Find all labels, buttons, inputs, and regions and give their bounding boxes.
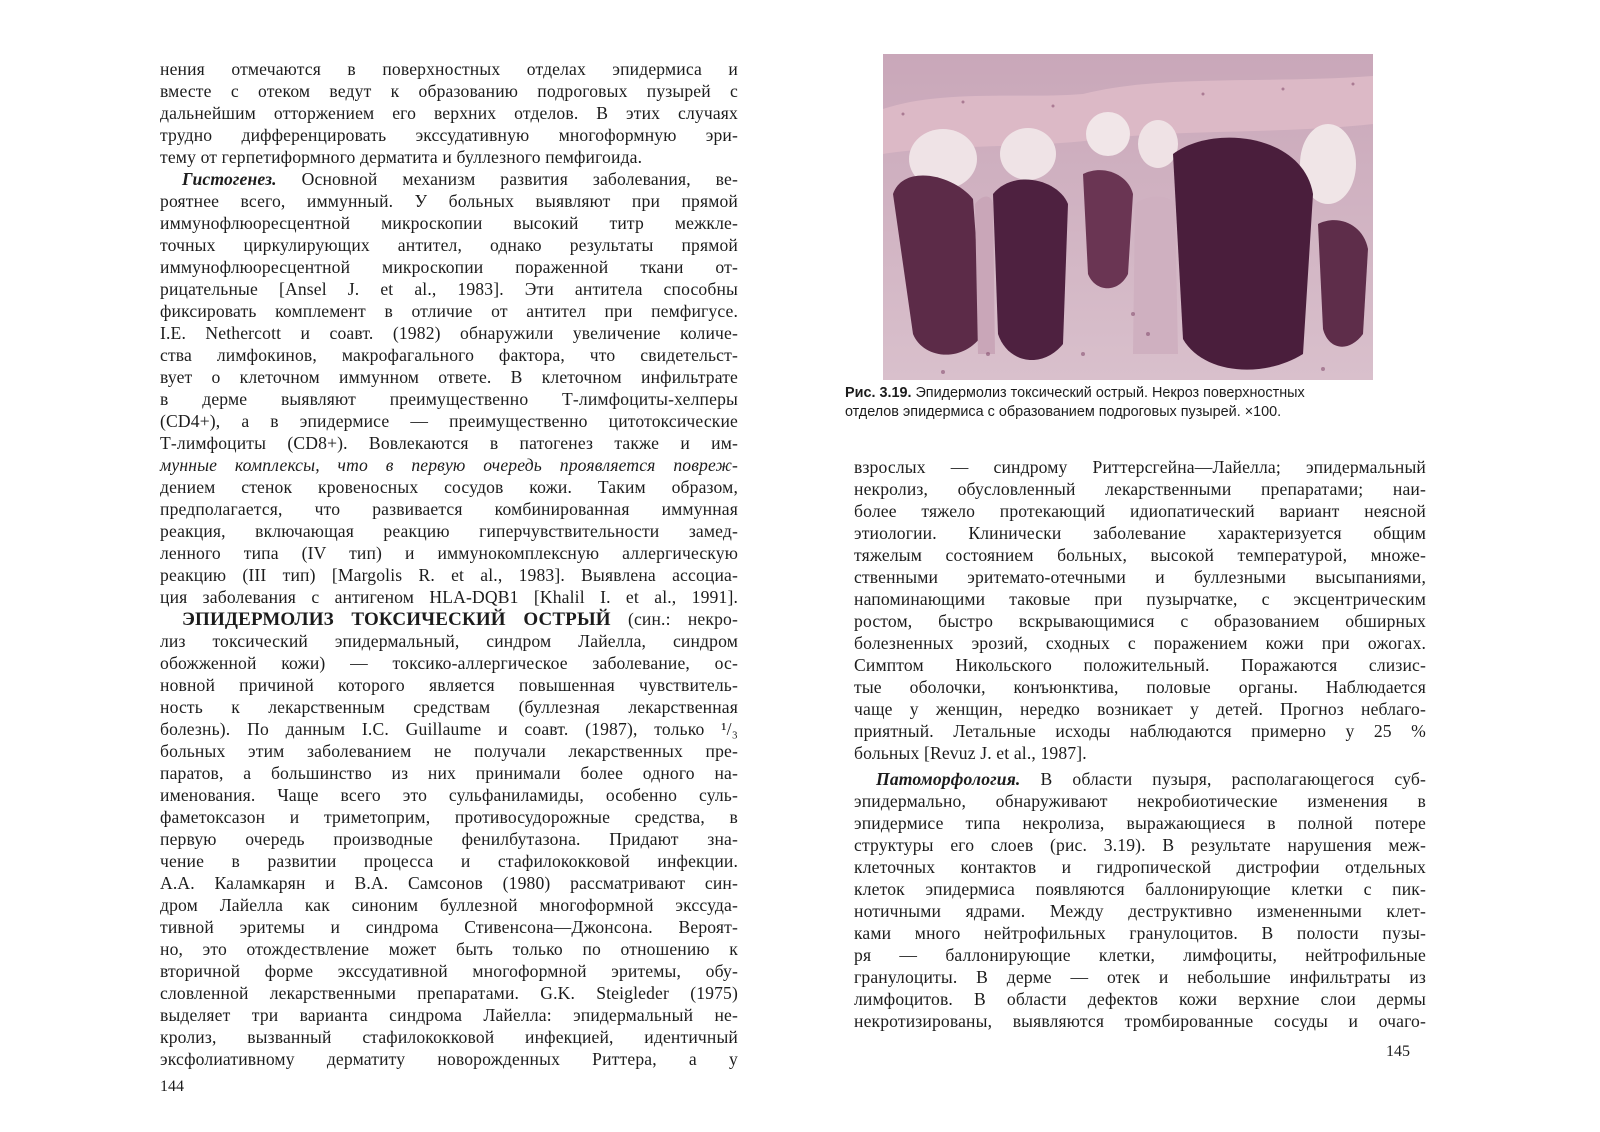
text-line: ленного типа (IV тип) и иммунокомплексную аллергическую	[160, 543, 738, 563]
text-line: лиз токсический эпидермальный, синдром Лайелла, синдром	[160, 631, 738, 651]
text-line: чение в развитии процесса и стафилококковой инфекции.	[160, 851, 738, 871]
text-line: эпидермисе типа некролиза, выражающиеся в полной потере	[854, 813, 1426, 833]
text-line: тяжелым состоянием больных, высокой температурой, множе-	[854, 545, 1426, 565]
histogenesis-text: Основной механизм развития заболевания, ве-	[301, 169, 738, 189]
pathomorphology-label: Патоморфология.	[876, 769, 1021, 789]
text-line: больных [Revuz J. et al., 1987].	[854, 743, 1087, 763]
page-number: 144	[160, 1078, 184, 1095]
text-line: фиксировать комплемент в отличие от антител при пемфигусе.	[160, 301, 738, 321]
text-line: ность к лекарственным средствам (буллезная лекарственная	[160, 697, 738, 717]
text-line: первую очередь производные фенилбутазона. Придают зна-	[160, 829, 738, 849]
text-line: клеточных контактов и гидропической дистрофии отдельных	[854, 857, 1426, 877]
text-line: более тяжело протекающий идиопатический вариант неясной	[854, 501, 1426, 521]
text-line: некролиз, обусловленный лекарственными препаратами; наи-	[854, 479, 1426, 499]
text-line: кролиз, вызванный стафилококковой инфекцией, идентичный	[160, 1027, 738, 1047]
text-line: взрослых — синдрому Риттерсгейна—Лайелла; эпидермальный	[854, 457, 1426, 477]
text-line: но, это отождествление может быть только по отношению к	[160, 939, 738, 959]
text-line: (CD4+), а в эпидермисе — преимущественно цитотоксические	[160, 411, 738, 431]
text-line: клеток эпидермиса появляются баллонирующие клетки с пик-	[854, 879, 1426, 899]
pathomorphology-first-line	[876, 768, 1426, 790]
text-line: чаще у женщин, нередко возникает у детей. Прогноз неблаго-	[854, 699, 1426, 719]
text-line: паратов, а большинство из них принимали более одного на-	[160, 763, 738, 783]
text-line: словленной лекарственными препаратами. G.K. Steigleder (1975)	[160, 983, 738, 1003]
text-line: эпидермально, обнаруживают некробиотические изменения в	[854, 791, 1426, 811]
text-line: эксфолиативному дерматиту новорожденных Риттера, а у	[160, 1049, 738, 1069]
figure-caption-line	[845, 384, 1440, 403]
text-line: реакцию (III тип) [Margolis R. et al., 1983]. Выявлена ассоциа-	[160, 565, 738, 585]
text-line: рицательные [Ansel J. et al., 1983]. Эти антитела способны	[160, 279, 738, 299]
text-line: обожженной кожи) — токсико-аллергическое заболевание, ос-	[160, 653, 738, 673]
text-line: этиологии. Клинически заболевание характеризуется общим	[854, 523, 1426, 543]
text-line: структуры его слоев (рис. 3.19). В результате нарушения меж-	[854, 835, 1426, 855]
text-line: дением стенок кровеносных сосудов кожи. Таким образом,	[160, 477, 738, 497]
text-line: иммунофлюоресцентной микроскопии пораженной ткани от-	[160, 257, 738, 277]
text-line: иммунофлюоресцентной микроскопии высокий титр межкле-	[160, 213, 738, 233]
text-line: А.А. Каламкарян и В.А. Самсонов (1980) рассматривают син-	[160, 873, 738, 893]
text-line: ства лимфокинов, макрофагального фактора, что свидетельст-	[160, 345, 738, 365]
section-heading-line	[182, 608, 738, 631]
histogenesis-label: Гистогенез.	[182, 169, 277, 189]
text-line: предполагается, что развивается комбинированная иммунная	[160, 499, 738, 519]
text-line: I.E. Nethercott и соавт. (1982) обнаружили увеличение количе-	[160, 323, 738, 343]
histology-figure	[883, 54, 1373, 380]
section-heading-rest: (син.: некро-	[627, 609, 738, 629]
text-line: болезнь). По данным I.C. Guillaume и соавт. (1987), только ¹/₃	[160, 719, 738, 739]
text-line: ками много нейтрофильных гранулоцитов. В полости пузы-	[854, 923, 1426, 943]
page-number: 145	[1386, 1043, 1410, 1060]
text-line: роятнее всего, иммунный. У больных выявляют при прямой	[160, 191, 738, 211]
text-line: тему от герпетиформного дерматита и буллезного пемфигоида.	[160, 147, 643, 167]
text-line: ростом, быстро вскрывающимися с образованием обширных	[854, 611, 1426, 631]
text-line: Т-лимфоциты (CD8+). Вовлекаются в патогенез также и им-	[160, 433, 738, 453]
text-line: приятный. Летальные исходы наблюдаются примерно у 25 %	[854, 721, 1426, 741]
text-line: нотичными ядрами. Между деструктивно измененными клет-	[854, 901, 1426, 921]
text-line: трудно дифференцировать экссудативную многоформную эри-	[160, 125, 738, 145]
text-line: точных циркулирующих антител, однако результаты прямой	[160, 235, 738, 255]
right-page	[800, 0, 1600, 1132]
text-line: вторичной форме экссудативной многоформной эритемы, обу-	[160, 961, 738, 981]
text-line: ря — баллонирующие клетки, лимфоциты, нейтрофильные	[854, 945, 1426, 965]
text-line: болезненных эрозий, сходных с поражением кожи при ожогах.	[854, 633, 1426, 653]
figure-caption: Эпидермолиз токсический острый. Некроз поверхностных	[915, 385, 1305, 401]
section-heading: ЭПИДЕРМОЛИЗ ТОКСИЧЕСКИЙ ОСТРЫЙ	[182, 609, 611, 630]
text-line: тые оболочки, конъюнктива, половые органы. Наблюдается	[854, 677, 1426, 697]
text-line: некротизированы, выявляются тромбированные сосуды и очаго-	[854, 1011, 1426, 1031]
text-line: вует о клеточном иммунном ответе. В клеточном инфильтрате	[160, 367, 738, 387]
text-line: ственными эритемато-отечными и буллезными высыпаниями,	[854, 567, 1426, 587]
text-line: мунные комплексы, что в первую очередь проявляется повреж-	[160, 455, 738, 475]
text-line: напоминающими таковые при пузырчатке, с эксцентрическим	[854, 589, 1426, 609]
text-line: гранулоциты. В дерме — отек и небольшие инфильтраты из	[854, 967, 1426, 987]
text-line: новной причиной которого является повышенная чувствитель-	[160, 675, 738, 695]
text-line: Симптом Никольского положительный. Поражаются слизис-	[854, 655, 1426, 675]
text-line: лимфоцитов. В области дефектов кожи верхние слои дермы	[854, 989, 1426, 1009]
text-line: тивной эритемы и синдрома Стивенсона—Джонсона. Вероят-	[160, 917, 738, 937]
pathomorphology-text: В области пузыря, располагающегося суб-	[1040, 769, 1426, 789]
figure-label: Рис. 3.19.	[845, 385, 912, 401]
text-line: фаметоксазон и триметоприм, противосудорожные средства, в	[160, 807, 738, 827]
text-line: нения отмечаются в поверхностных отделах эпидермиса и	[160, 59, 738, 79]
text-line: вместе с отеком ведут к образованию подроговых пузырей с	[160, 81, 738, 101]
figure-caption-line: отделов эпидермиса с образованием подроговых пузырей. ×100.	[845, 404, 1282, 420]
text-line: выделяет три варианта синдрома Лайелла: эпидермальный не-	[160, 1005, 738, 1025]
histology-image	[883, 54, 1373, 380]
text-line: в дерме выявляют преимущественно Т-лимфоциты-хелперы	[160, 389, 738, 409]
text-line: ция заболевания с антигеном HLA-DQB1 [Khalil I. et al., 1991].	[160, 587, 738, 607]
text-line: реакция, включающая реакцию гиперчувствительности замед-	[160, 521, 738, 541]
text-line: именования. Чаще всего это сульфаниламиды, особенно суль-	[160, 785, 738, 805]
histogenesis-first-line	[182, 168, 738, 190]
text-line: дальнейшим отторжением его верхних отделов. В этих случаях	[160, 103, 738, 123]
text-line: больных этим заболеванием не получали лекарственных пре-	[160, 741, 738, 761]
text-line: дром Лайелла как синоним буллезной многоформной экссуда-	[160, 895, 738, 915]
